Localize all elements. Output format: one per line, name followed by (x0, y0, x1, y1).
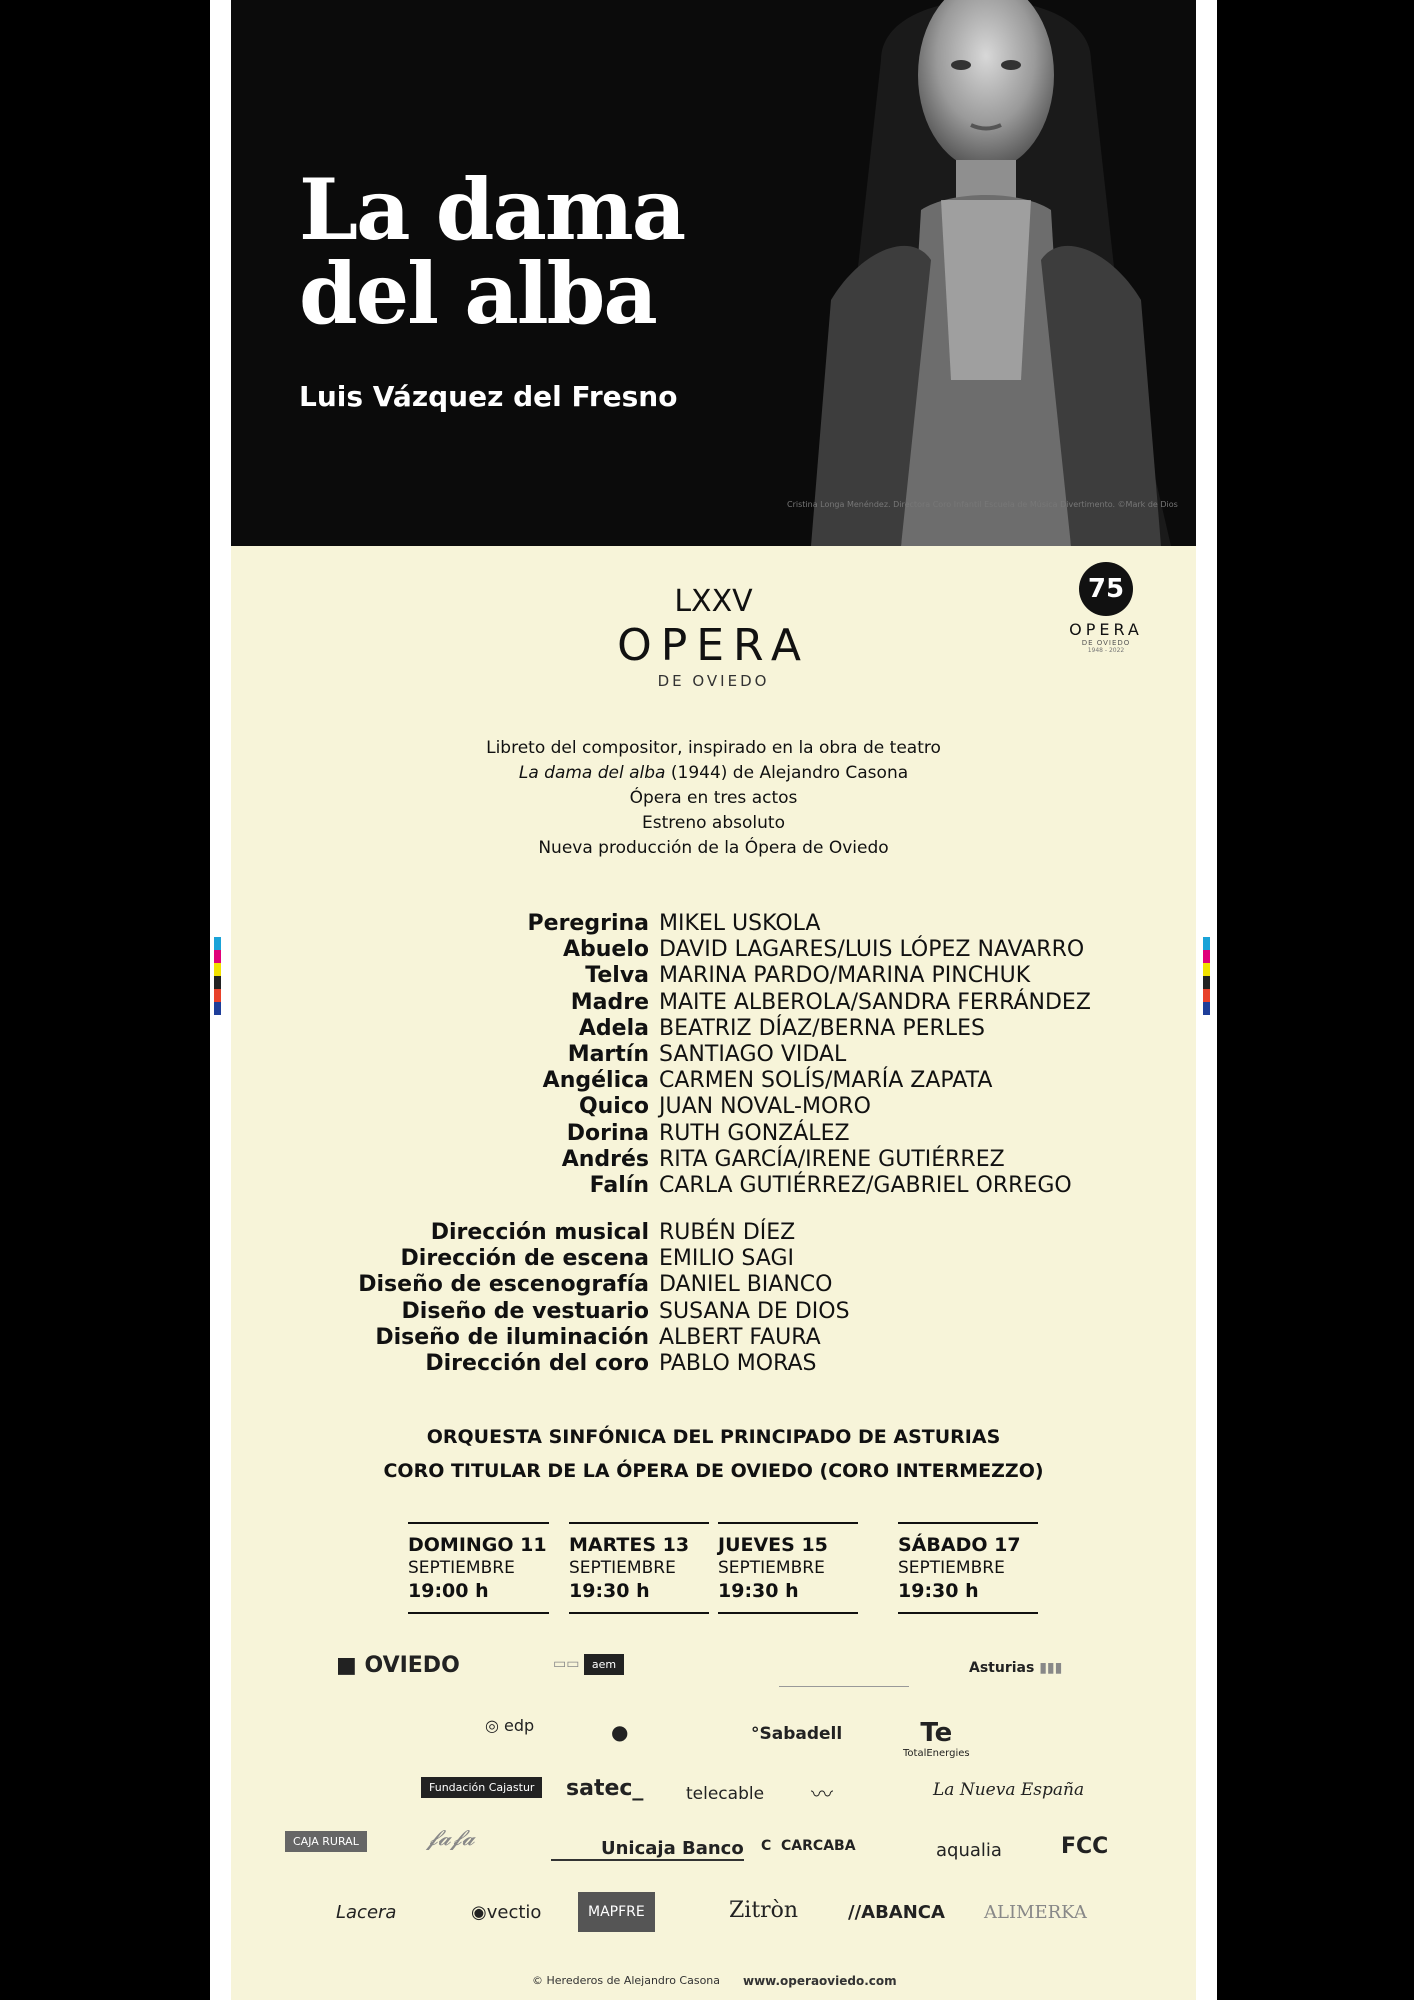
singer-name: MIKEL USKOLA (659, 911, 821, 936)
sponsor-alimerka: ALIMERKA (984, 1902, 1087, 1923)
crew-member: ALBERT FAURA (659, 1324, 821, 1350)
cast-row (231, 1094, 1196, 1120)
rights-notice: © Herederos de Alejandro Casona (532, 1974, 721, 1987)
sponsor-satec: satec_ (566, 1776, 644, 1801)
sponsor-foundation-logo: ● (611, 1720, 629, 1744)
date-time: 19:00 h (408, 1580, 489, 1602)
date-day: JUEVES 15 (718, 1534, 828, 1556)
production-description: Libreto del compositor, inspirado en la obra de teatro La dama del alba (1944) de Alejandro Casona Ópera en tres actos Estreno absoluto Nueva producción de la Ópera de Oviedo (486, 738, 941, 858)
cast-row (231, 937, 1196, 963)
sponsor-cajastur: Fundación Cajastur (421, 1779, 542, 1795)
crew-row (231, 1220, 1196, 1246)
character-name: Martín (567, 1042, 649, 1067)
sponsor-signature-logo: 𝓯𝓪𝓯𝓪 (427, 1826, 475, 1851)
date-time: 19:30 h (898, 1580, 979, 1602)
edition-number: LXXV (674, 584, 753, 619)
crew-row (231, 1299, 1196, 1325)
singer-name: CARMEN SOLÍS/MARÍA ZAPATA (659, 1068, 993, 1094)
sponsor-telecable: telecable (686, 1784, 765, 1804)
character-name: Madre (570, 989, 649, 1015)
sponsor-abanca: //ABANCA (848, 1902, 945, 1923)
cast-row (231, 1173, 1196, 1199)
registration-mark-left (214, 937, 221, 1015)
crew-member: SUSANA DE DIOS (659, 1298, 850, 1324)
info-panel (231, 546, 1196, 2000)
sponsor-carcaba: C CARCABA (761, 1838, 856, 1854)
cast-row (231, 1147, 1196, 1173)
singer-name: DAVID LAGARES/LUIS LÓPEZ NAVARRO (659, 937, 1085, 963)
date-time: 19:30 h (718, 1580, 799, 1602)
sponsor-edp: ◎ edp (485, 1716, 535, 1735)
badge-word: ΟPERA (1069, 620, 1143, 639)
crew-row (231, 1246, 1196, 1272)
singer-name: MARINA PARDO/MARINA PINCHUK (659, 963, 1031, 989)
cast-row (231, 1042, 1196, 1068)
date-day: DOMINGO 11 (408, 1534, 547, 1556)
date-block (408, 1522, 549, 1614)
date-month: SEPTIEMBRE (569, 1558, 676, 1578)
singer-name: CARLA GUTIÉRREZ/GABRIEL ORREGO (659, 1173, 1072, 1198)
badge-years: 1948 - 2022 (1087, 647, 1125, 654)
date-bottom-rule (569, 1612, 709, 1614)
sponsor-la-nueva-espana: La Nueva España (933, 1780, 1085, 1800)
character-name: Falín (589, 1173, 649, 1198)
date-month: SEPTIEMBRE (898, 1558, 1005, 1578)
character-name: Adela (578, 1015, 649, 1041)
sponsor-aqualia: aqualia (936, 1840, 1002, 1861)
sponsor-vectio: ◉vectio (471, 1902, 542, 1923)
crew-row (231, 1351, 1196, 1377)
opera-logo-word: ΟPERA (617, 620, 810, 671)
singer-name: RUTH GONZÁLEZ (659, 1120, 850, 1146)
hero-banner (231, 0, 1196, 546)
singer-name: SANTIAGO VIDAL (659, 1042, 847, 1067)
registration-mark-right (1203, 937, 1210, 1015)
sponsor-aem: ▭▭ aem (553, 1656, 624, 1672)
crew-role: Diseño de iluminación (375, 1324, 649, 1350)
character-name: Angélica (542, 1068, 649, 1094)
crew-member: PABLO MORAS (659, 1351, 817, 1376)
orchestra-name: ORQUESTA SINFÓNICA DEL PRINCIPADO DE ASTURIAS (426, 1426, 1001, 1448)
date-block (569, 1522, 709, 1614)
date-time: 19:30 h (569, 1580, 650, 1602)
character-name: Andrés (561, 1146, 649, 1172)
character-name: Quico (578, 1094, 649, 1120)
sponsor-sabadell: °Sabadell (751, 1724, 843, 1744)
opera-title: La dama del alba (299, 160, 685, 343)
sponsor-principado-logo (779, 1656, 909, 1687)
date-top-rule (569, 1522, 709, 1524)
crew-role: Dirección musical (430, 1220, 649, 1245)
cast-row (231, 963, 1196, 989)
portrait-photo (771, 0, 1196, 546)
sponsor-zitron: Zitròn (729, 1898, 799, 1923)
date-month: SEPTIEMBRE (408, 1558, 515, 1578)
character-name: Peregrina (527, 911, 649, 936)
anniversary-badge (1051, 562, 1161, 672)
date-bottom-rule (408, 1612, 549, 1614)
photo-credit: Cristina Longa Menéndez. Directora Coro Infantil Escuela de Música Divertimento. ©Mark de Dios (787, 500, 1178, 509)
choir-name: CORO TITULAR DE LA ÓPERA DE OVIEDO (CORO INTERMEZZO) (383, 1460, 1044, 1482)
crew-role: Dirección del coro (425, 1351, 649, 1376)
crew-row (231, 1272, 1196, 1298)
badge-subtitle: DE OVIEDO (1081, 639, 1131, 647)
date-block (898, 1522, 1038, 1614)
sponsor-totalenergies: Te TotalEnergies (903, 1718, 970, 1759)
date-bottom-rule (898, 1612, 1038, 1614)
crew-row (231, 1325, 1196, 1351)
date-day: MARTES 13 (569, 1534, 690, 1556)
crew-member: EMILIO SAGI (659, 1246, 794, 1272)
date-block (718, 1522, 858, 1614)
sponsor-caja-rural: CAJA RURAL (285, 1833, 367, 1849)
date-day: SÁBADO 17 (898, 1534, 1021, 1556)
singer-name: BEATRIZ DÍAZ/BERNA PERLES (659, 1015, 985, 1041)
cast-row (231, 1121, 1196, 1147)
website-link[interactable]: www.operaoviedo.com (743, 1974, 897, 1988)
crew-role: Dirección de escena (400, 1246, 649, 1272)
crew-member: DANIEL BIANCO (659, 1272, 833, 1298)
cast-row (231, 990, 1196, 1016)
crew-role: Diseño de escenografía (358, 1272, 649, 1298)
date-top-rule (718, 1522, 858, 1524)
cast-row (231, 911, 1196, 937)
sponsor-asturias: Asturias ▮▮▮ (969, 1660, 1063, 1676)
sponsor-oviedo: ■ OVIEDO (336, 1653, 460, 1678)
date-month: SEPTIEMBRE (718, 1558, 825, 1578)
crew-member: RUBÉN DÍEZ (659, 1220, 796, 1245)
cast-row (231, 1016, 1196, 1042)
date-bottom-rule (718, 1612, 858, 1614)
date-top-rule (898, 1522, 1038, 1524)
opera-logo-subtitle: DE OVIEDO (657, 672, 770, 690)
singer-name: JUAN NOVAL-MORO (659, 1094, 871, 1120)
character-name: Telva (585, 963, 649, 989)
sponsor-unicaja: Unicaja Banco (551, 1838, 744, 1861)
sponsor-mapfre: MAPFRE (578, 1892, 655, 1932)
character-name: Dorina (566, 1120, 649, 1146)
cast-row (231, 1068, 1196, 1094)
character-name: Abuelo (562, 937, 649, 963)
crew-role: Diseño de vestuario (401, 1298, 649, 1324)
anniversary-number: 75 (1079, 562, 1133, 616)
sponsor-lacera: Lacera (336, 1902, 397, 1923)
sponsor-fcc: FCC (1061, 1834, 1109, 1859)
date-top-rule (408, 1522, 549, 1524)
singer-name: RITA GARCÍA/IRENE GUTIÉRREZ (659, 1146, 1005, 1172)
sponsor-bird-logo: 〰 (811, 1783, 834, 1808)
composer-name: Luis Vázquez del Fresno (299, 380, 678, 413)
singer-name: MAITE ALBEROLA/SANDRA FERRÁNDEZ (659, 989, 1091, 1015)
